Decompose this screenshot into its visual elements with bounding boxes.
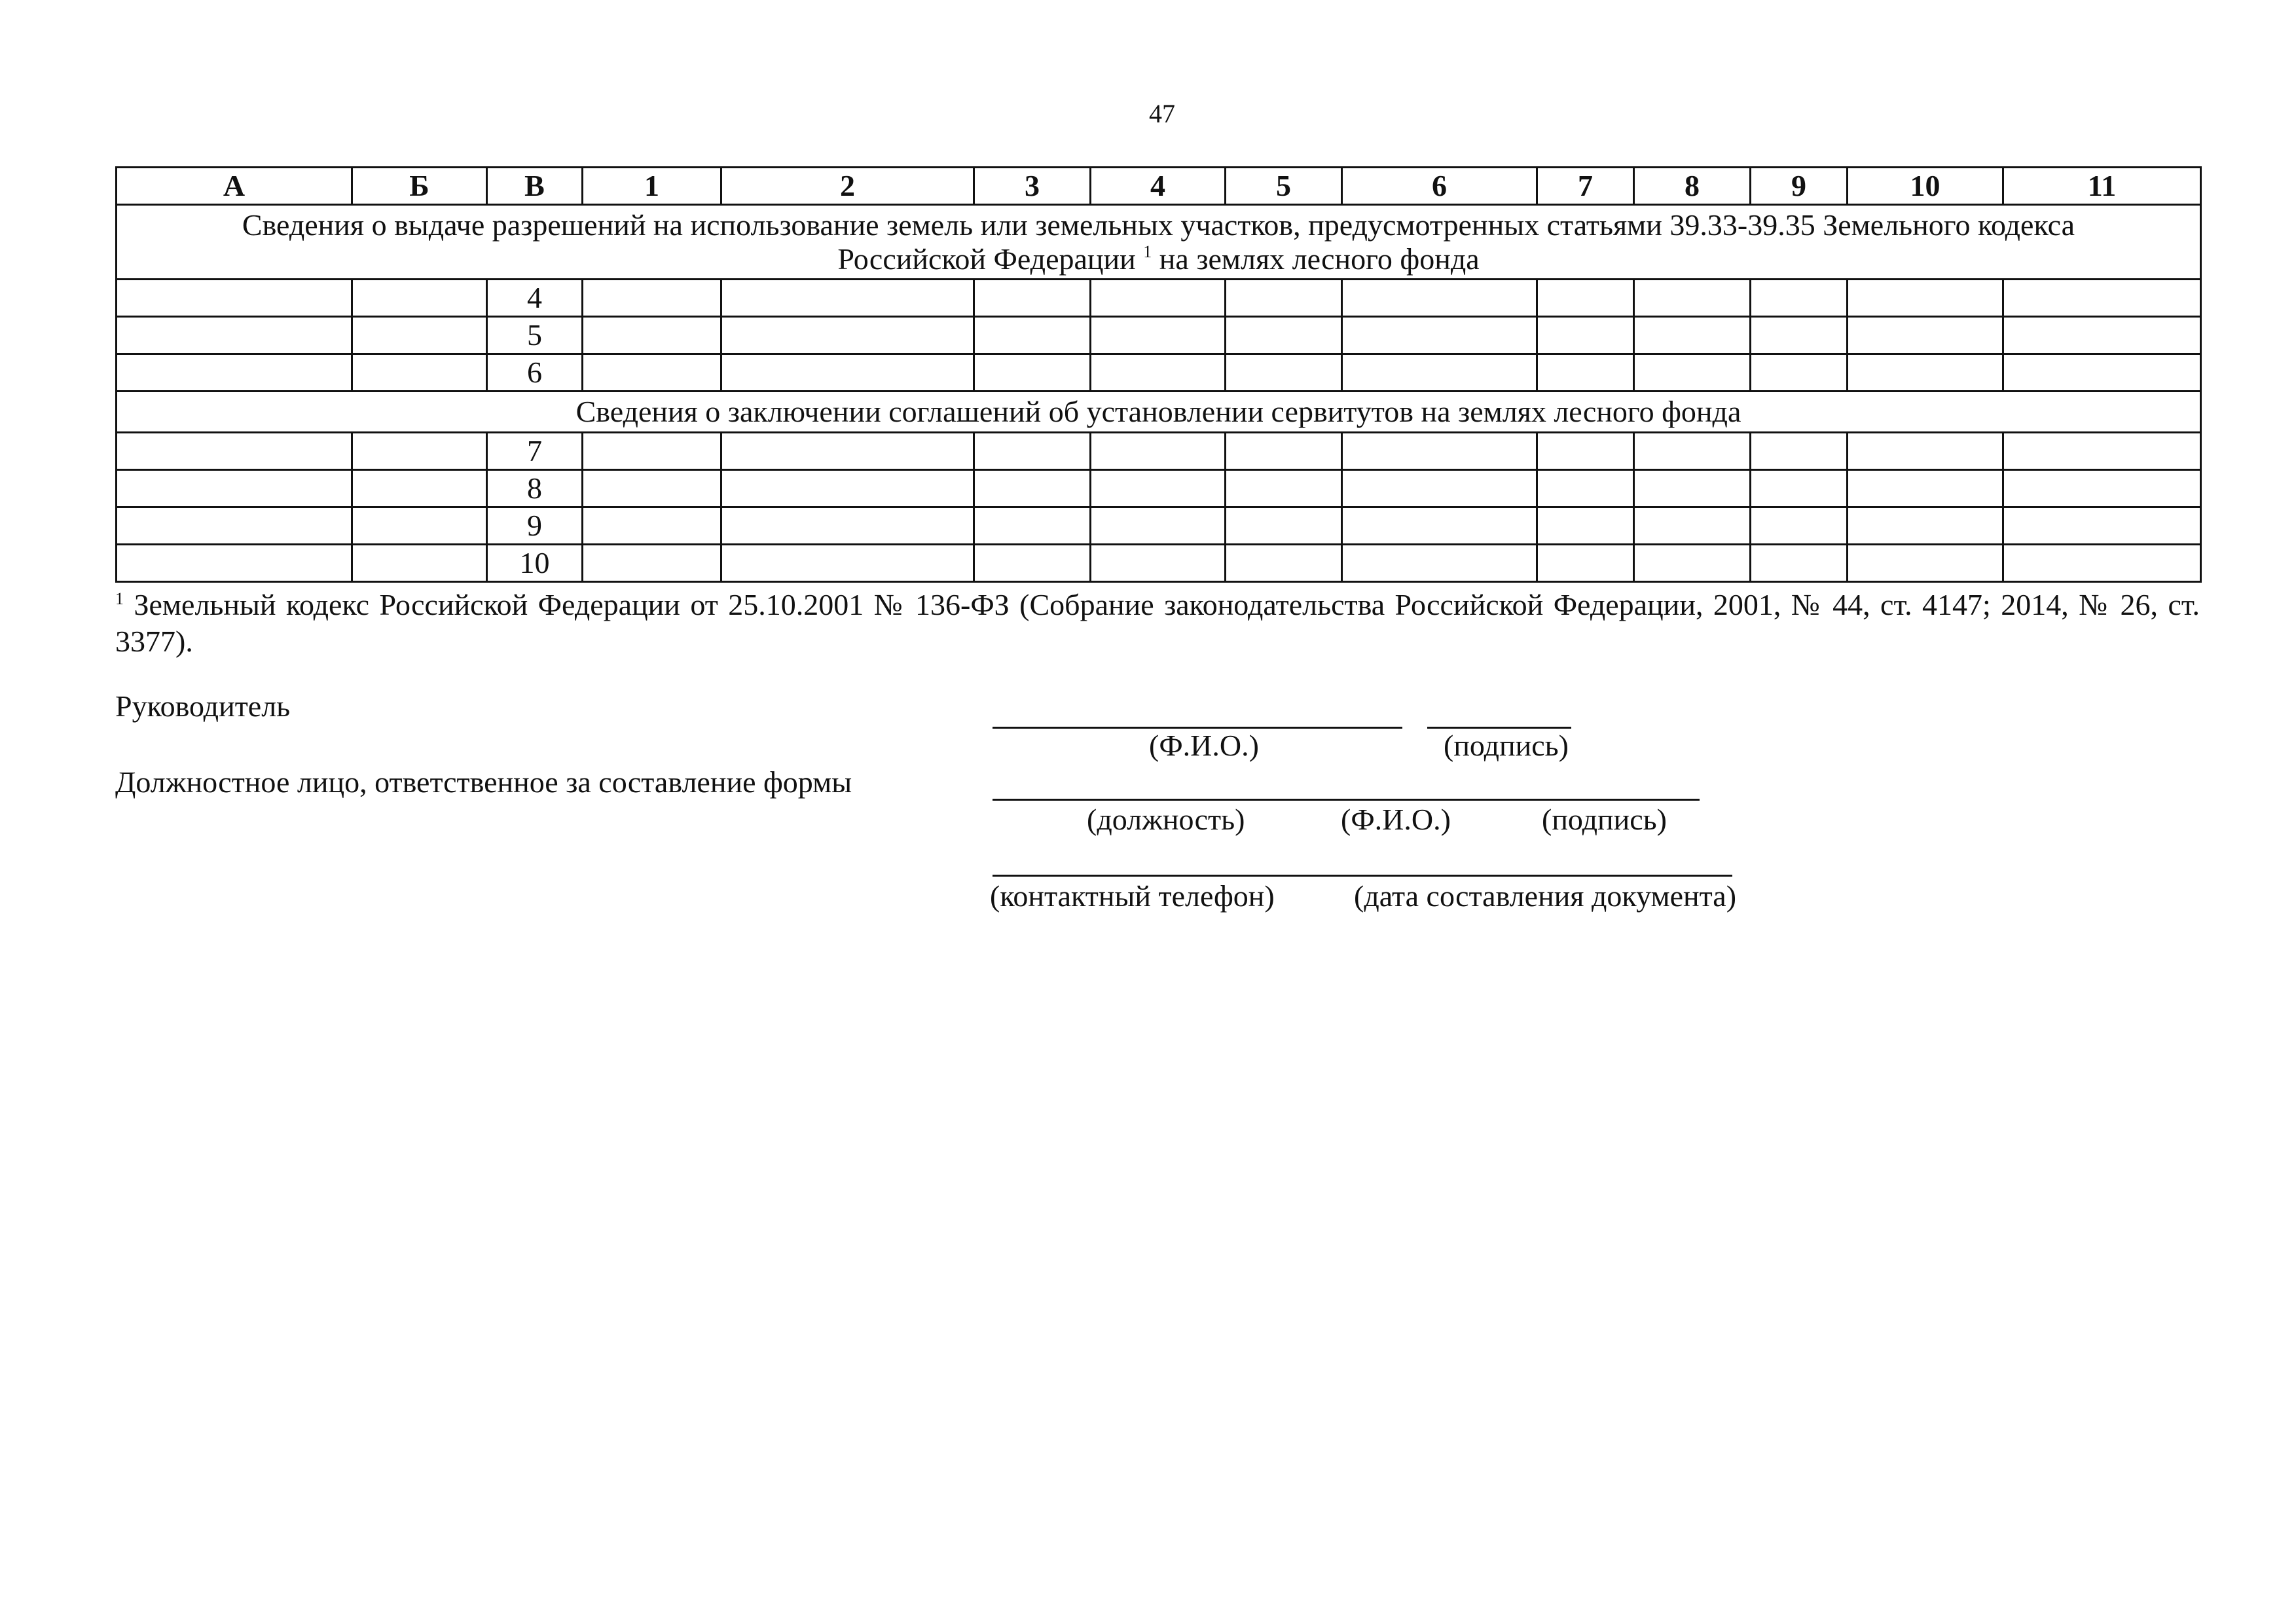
header-cell: 9 [1751,168,1848,205]
header-cell: 6 [1342,168,1537,205]
footnote [115,587,2200,660]
section-title-line2a: Российской Федерации [837,242,1136,276]
row-code: 5 [487,317,583,354]
page-number: 47 [1149,99,1175,128]
head-label: Руководитель [115,689,291,723]
header-cell: Б [352,168,487,205]
official-label: Должностное лицо, ответственное за составление формы [115,765,852,799]
header-cell: 3 [974,168,1091,205]
table-row [117,354,2201,392]
official-line [993,799,1700,801]
head-signature-caption: (подпись) [1444,729,1569,762]
contact-phone-caption: (контактный телефон) [990,879,1275,913]
row-code: 7 [487,433,583,470]
section-title-line1: Сведения о выдаче разрешений на использование земель или земельных участков, предусмотренных статьями 39.33-39.35 Земельного кодекса [242,208,2075,242]
table-row [117,280,2201,317]
section-title-servitudes: Сведения о заключении соглашений об установлении сервитутов на землях лесного фонда [117,392,2201,433]
section-title-line2b: на землях лесного фонда [1159,242,1480,276]
header-cell: А [117,168,352,205]
section-row-permits [117,205,2201,280]
header-cell: 4 [1091,168,1226,205]
header-cell: 10 [1848,168,2003,205]
official-position-caption: (должность) [1087,803,1245,836]
footnote-text: Земельный кодекс Российской Федерации от 25.10.2001 № 136-ФЗ (Собрание законодательства Российской Федерации, 2001, № 44, ст. 4147; 2014, № 26, ст. 3377). [115,588,2200,658]
row-code: 8 [487,470,583,507]
report-table [115,166,2202,583]
table-row [117,507,2201,545]
table-row [117,470,2201,507]
table-row [117,433,2201,470]
row-code: 6 [487,354,583,392]
header-row [117,168,2201,205]
contact-date-caption: (дата составления документа) [1354,879,1737,913]
official-signature-caption: (подпись) [1542,803,1667,836]
header-cell: 1 [583,168,721,205]
header-cell: В [487,168,583,205]
official-fio-caption: (Ф.И.О.) [1341,803,1451,836]
row-code: 9 [487,507,583,545]
footnote-ref: 1 [1143,242,1152,261]
section-row-servitudes [117,392,2201,433]
contact-line [993,875,1732,877]
row-code: 10 [487,545,583,582]
row-code: 4 [487,280,583,317]
header-cell: 7 [1537,168,1634,205]
footnote-mark: 1 [115,589,124,608]
header-cell: 11 [2003,168,2201,205]
header-cell: 8 [1634,168,1751,205]
header-cell: 5 [1226,168,1342,205]
head-fio-caption: (Ф.И.О.) [1149,729,1259,762]
table-row [117,317,2201,354]
section-title-permits [117,205,2201,280]
header-cell: 2 [721,168,974,205]
table-row [117,545,2201,582]
